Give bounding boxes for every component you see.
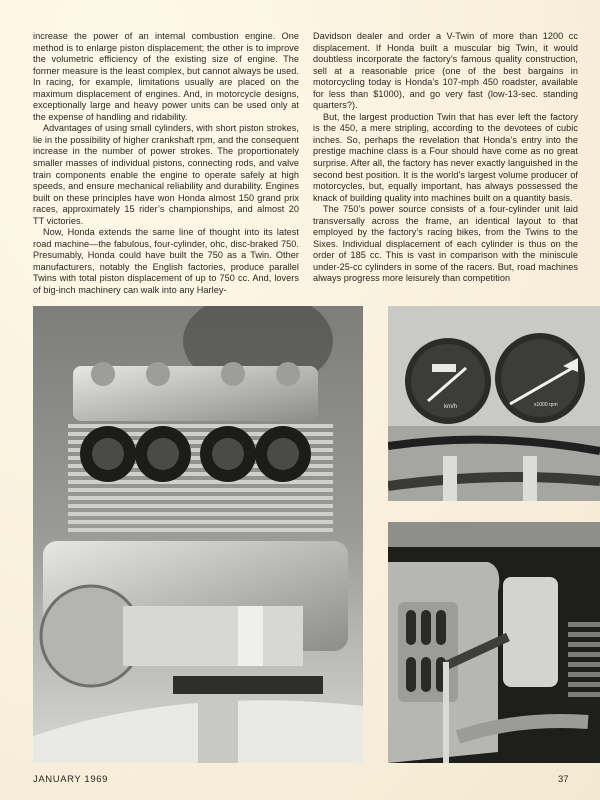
page-number: 37 [558,774,569,785]
paragraph: But, the largest production Twin that has ever left the factory is the 450, a mere stripling, according to the devotees of cubic inches. So, perhaps the revelation that Honda’s entry into the prestige machine class is a Four should have come as no great surprise. After all, the factory has never exactly languished in the second best position. It is the world’s largest volume producer of motorcycles, but, equally important, has always possessed the knack of building quality into machines built on a quantity basis. [313,111,578,203]
svg-text:km/h: km/h [444,404,458,410]
engine-photo [33,306,363,763]
carburetor-photo [388,522,600,763]
gauges-photo [388,306,600,501]
tachometer-icon [495,333,585,423]
svg-text:x1000 rpm: x1000 rpm [534,402,558,408]
paragraph: increase the power of an internal combustion engine. One method is to enlarge piston displacement; the other is to improve the volumetric efficiency of the existing size of engine. The former measure is the least complex, but cannot always be used. In racing, for example, limitations usually are placed on the maximum displacement of engines. And, in motorcycle designs, exceptionally large and heavy power units can be used only at the expense of handling and ridability. [33,31,299,122]
engine-illustration [33,306,363,763]
speedometer-icon [405,338,491,424]
issue-date: JANUARY 1969 [33,774,108,785]
article-column-right [313,31,578,285]
paragraph: The 750’s power source consists of a four-cylinder unit laid transversally across the frame, an identical layout to that employed by the factory’s racing bikes, from the Twins to the Sixes. Individual displacement of each cylinder is thus on the order of 185 cc. This is vast in comparison with the miniscule under-25-cc cylinders in some of the racers. But, road machines always progress more leisurely than competition [313,204,578,284]
gauges-illustration [388,306,600,501]
paragraph: Advantages of using small cylinders, with short piston strokes, lie in the possibility of higher crankshaft rpm, and the consequent increase in the number of power strokes. The proportionately smaller masses of individual pistons, connecting rods, and valve train components enable the engine to operate safely at high speeds, and ensure mechanical reliability and durability. Engines built on these principles have won Honda almost 150 grand prix races, approximately 15 rider’s championships, and almost 20 TT victories. [33,123,299,226]
paragraph: Davidson dealer and order a V-Twin of more than 1200 cc displacement. If Honda built a muscular big Twin, it would doubtless incorporate the factory’s famous quality construction, sell at a reasonable price (one of the best bargains in motorcycling today is Honda’s 107-mph 450 roadster, available for less than $1000), and go very fast (low-13-sec. standing quarters?). [313,31,578,111]
paragraph: Now, Honda extends the same line of thought into its latest road machine—the fabulous, four-cylinder, ohc, disc-braked 750. Presumably, Honda could have built the 750 as a Twin. Other manufacturers, notably the English factories, produce parallel Twins with total piston displacement of up to 750 cc. And, lovers of big-inch machinery can walk into any Harley- [33,227,299,296]
carburetor-illustration [388,522,600,763]
article-column-left [33,31,299,297]
